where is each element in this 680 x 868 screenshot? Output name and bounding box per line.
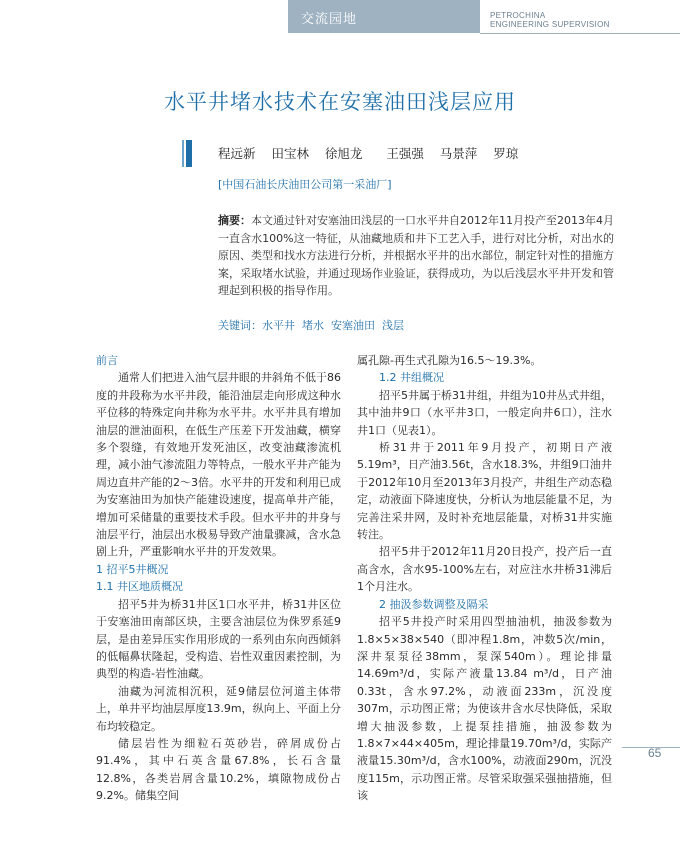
heading-section-2: 2 抽汲参数调整及隔采 bbox=[379, 597, 489, 611]
accent-bar bbox=[186, 140, 192, 167]
journal-name-line1: PETROCHINA bbox=[490, 11, 546, 20]
abstract-label: 摘要： bbox=[218, 214, 252, 227]
heading-section-1: 1 招平5井概况 bbox=[96, 562, 169, 576]
section-tab bbox=[288, 0, 480, 33]
paragraph-1-2a: 招平5井属于桥31井组，井组为10井丛式井组，其中油井9口（水平井3口，一般定向井6口），注水井1口（见表1）。 bbox=[357, 388, 612, 437]
paragraph-1-1c: 储层岩性为细粒石英砂岩，碎屑成份占91.4%，其中石英含量67.8%，长石含量12.8%，各类岩屑含量10.2%，填隙物成份占9.2%。储集空间 bbox=[96, 736, 341, 803]
paragraph-continued: 属孔隙-再生式孔隙为16.5～19.3%。 bbox=[357, 354, 542, 367]
right-column bbox=[357, 352, 612, 805]
abstract-text: 本文通过针对安塞油田浅层的一口水平井自2012年11月投产至2013年4月一直含水100%这一特征，从油藏地质和井下工艺入手，进行对比分析，对出水的原因、类型和找水方法进行分析，并根据水平井的出水部位，制定针对性的措施方案，采取堵水试验，并通过现场作业验证，获得成功，为以后浅层水平井开发和管理起到积极的指导作用。 bbox=[218, 214, 615, 297]
paragraph-2: 招平5井投产时采用四型抽油机，抽汲参数为1.8×5×38×540（即冲程1.8m，冲数5次/min，深井泵泵径38mm，泵深540m）。理论排量14.69m³/d，实际产液量13.84 m³/d，日产油0.33t，含水97.2%，动液面233m，沉没度307m，示功图正常；为使该井含水尽快降低，采取增大抽汲参数，上提泵挂措施，抽汲参数为1.8×7×44×405m，理论排量19.70m³/d，实际产液量15.30m³/d，含水100%，动液面290m，沉没度115m，示功图正常。尽管采取强采强抽措施，但该 bbox=[357, 615, 612, 803]
keywords: 关键词：水平井 堵水 安塞油田 浅层 bbox=[218, 319, 404, 332]
page-number: 65 bbox=[648, 746, 662, 760]
affiliation: [中国石油长庆油田公司第一采油厂] bbox=[218, 178, 392, 191]
heading-section-1-1: 1.1 井区地质概况 bbox=[96, 580, 183, 594]
paragraph-1-1a: 招平5井为桥31井区1口水平井，桥31井区位于安塞油田南部区块，主要含油层位为侏罗系延9层，是由差异压实作用形成的一系列由东向西倾斜的低幅鼻状隆起，受构造、岩性双重因素控制，为典型的构造-岩性油藏。 bbox=[96, 597, 341, 681]
abstract bbox=[218, 212, 614, 300]
left-column bbox=[96, 352, 341, 805]
heading-section-1-2: 1.2 井组概况 bbox=[379, 371, 444, 385]
paragraph-1-2b: 桥31井于2011年9月投产，初期日产液5.19m³，日产油3.56t，含水18.3%，井组9口油井于2012年10月至2013年3月投产，井组生产动态稳定，动液面下降速度快，分析认为地层能量不足，为完善注采井网，及时补充地层能量，对桥31井实施转注。 bbox=[357, 441, 612, 542]
journal-name bbox=[490, 11, 610, 29]
paragraph-intro: 通常人们把进入油气层井眼的井斜角不低于86度的井段称为水平井段，能沿油层走向形成这种水平位移的特殊定向井称为水平井。水平井具有增加油层的泄油面积，在低生产压差下开发油藏，横穿多个裂缝，有效地开发死油区，改变油藏渗流机理，减小油气渗流阻力等特点，一般水平井产能为周边直井产能的2～3倍。水平井的开发和利用已成为安塞油田为加快产能建设速度，提高单井产能，增加可采储量的重要技术手段。但水平井的井身与油层平行，油层出水极易导致产油量骤减，含水急剧上升，严重影响水平井的开发效果。 bbox=[96, 371, 341, 559]
header-rule bbox=[480, 33, 680, 34]
journal-name-line2: ENGINEERING SUPERVISION bbox=[490, 20, 610, 29]
article-title: 水平井堵水技术在安塞油田浅层应用 bbox=[164, 90, 516, 114]
heading-intro: 前言 bbox=[96, 354, 118, 367]
section-label: 交流园地 bbox=[301, 12, 358, 27]
accent-bar-thin bbox=[182, 140, 184, 167]
authors: 程远新 田宝林 徐旭龙 王强强 马景萍 罗琼 bbox=[218, 146, 519, 161]
paragraph-1-1b: 油藏为河流相沉积，延9储层位河道主体带上，单井平均油层厚度13.9m，纵向上、平面上分布均较稳定。 bbox=[96, 684, 341, 733]
paragraph-1-2c: 招平5井于2012年11月20日投产，投产后一直高含水，含水95-100%左右，对应注水井桥31沸后1个月注水。 bbox=[357, 545, 612, 594]
